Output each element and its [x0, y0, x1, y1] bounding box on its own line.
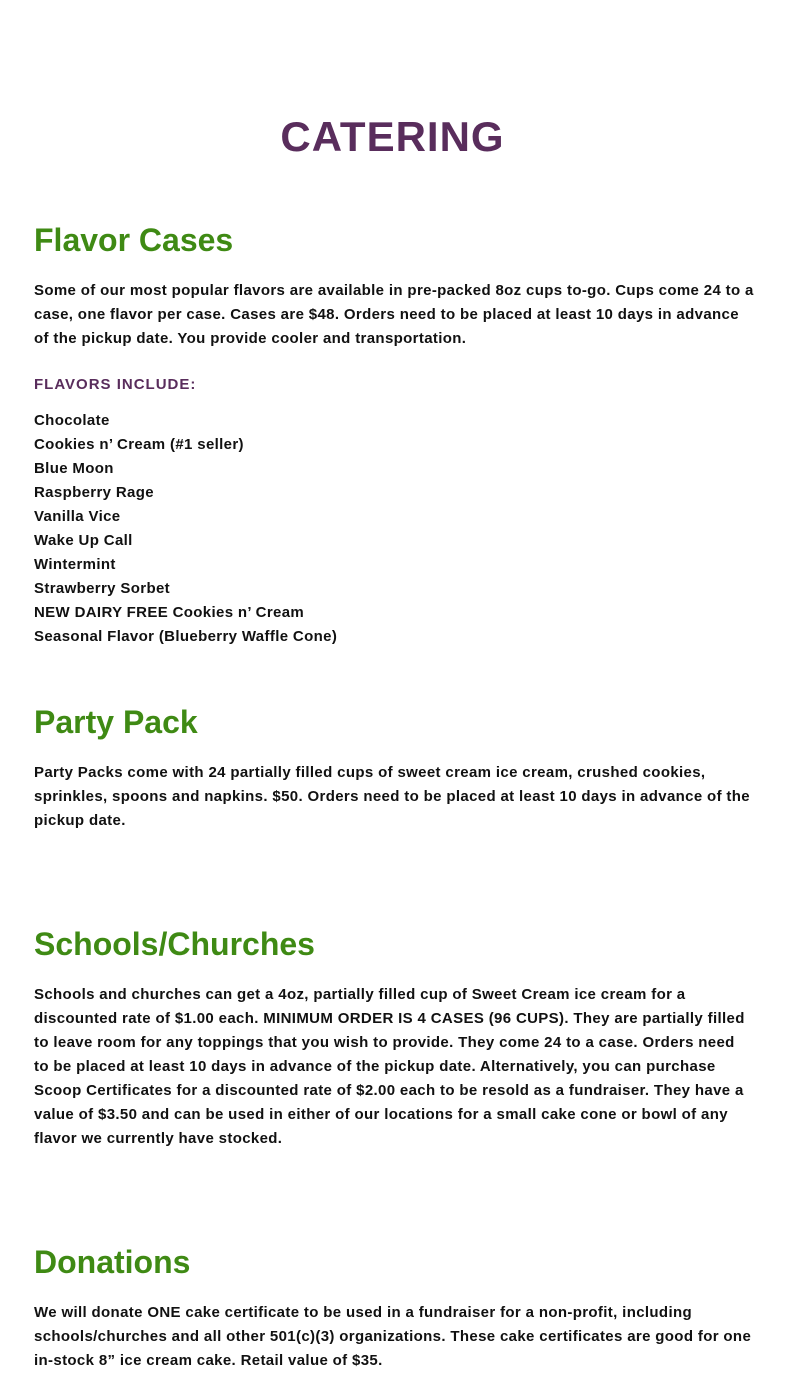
flavor-list: [34, 409, 337, 649]
donations-description: We will donate ONE cake certificate to be used in a fundraiser for a non-profit, including schools/churches and all other 501(c)(3) organizations. These cake certificates are good for one in-stock 8” ice cream cake. Retail value of $35.: [34, 1304, 752, 1369]
flavor-item: Raspberry Rage: [34, 484, 154, 501]
flavor-item: Wake Up Call: [34, 532, 133, 549]
schools-churches-heading: Schools/Churches: [34, 926, 315, 962]
flavors-include-heading: FLAVORS INCLUDE:: [34, 376, 197, 393]
flavor-item: Wintermint: [34, 556, 116, 573]
flavor-item: Blue Moon: [34, 460, 114, 477]
page-title: CATERING: [280, 113, 505, 160]
donations-heading: Donations: [34, 1244, 191, 1280]
flavor-item: NEW DAIRY FREE Cookies n’ Cream: [34, 604, 305, 621]
schools-churches-description: Schools and churches can get a 4oz, partially filled cup of Sweet Cream ice cream for a discounted rate of $1.00 each. MINIMUM ORDER IS 4 CASES (96 CUPS). They are partially filled to leave room for any toppings that you wish to provide. They come 24 to a case. Orders need to be placed at least 10 days in advance of the pickup date. Alternatively, you can purchase Scoop Certificates for a discounted rate of $2.00 each to be resold as a fundraiser. They have a value of $3.50 and can be used in either of our locations for a small cake cone or bowl of any flavor we currently have stocked.: [34, 986, 745, 1147]
flavor-item: Vanilla Vice: [34, 508, 121, 525]
flavor-item: Cookies n’ Cream (#1 seller): [34, 436, 244, 453]
party-pack-description: Party Packs come with 24 partially filled cups of sweet cream ice cream, crushed cookies, sprinkles, spoons and napkins. $50. Orders need to be placed at least 10 days in advance of the pickup date.: [34, 764, 750, 829]
flavor-cases-heading: Flavor Cases: [34, 222, 234, 258]
flavor-item: Strawberry Sorbet: [34, 580, 170, 597]
party-pack-heading: Party Pack: [34, 704, 198, 740]
flavor-item: Seasonal Flavor (Blueberry Waffle Cone): [34, 628, 338, 645]
flavor-item: Chocolate: [34, 412, 110, 429]
flavor-cases-description: Some of our most popular flavors are available in pre-packed 8oz cups to-go. Cups come 24 to a case, one flavor per case. Cases are $48. Orders need to be placed at least 10 days in advance of the pickup date. You provide cooler and transportation.: [34, 282, 754, 347]
